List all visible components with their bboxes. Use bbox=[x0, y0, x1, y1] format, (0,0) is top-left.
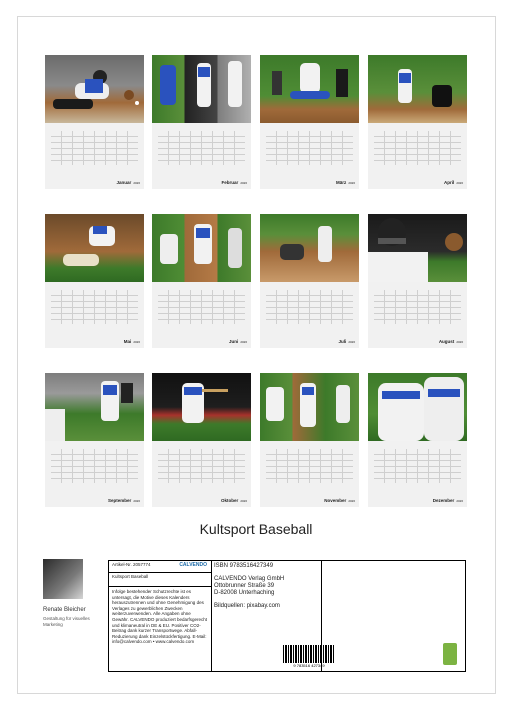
month-label: Oktober 2026 bbox=[221, 498, 247, 503]
month-label: Juli 2026 bbox=[338, 339, 355, 344]
baseball-photo bbox=[260, 373, 359, 441]
calendar-grid bbox=[45, 282, 144, 348]
baseball-photo bbox=[260, 55, 359, 123]
isbn: ISBN 9783516427349 bbox=[214, 563, 274, 569]
barcode bbox=[283, 645, 335, 663]
month-label: November 2026 bbox=[324, 498, 355, 503]
author-name: Renate Bleicher bbox=[43, 607, 86, 613]
month-label: März 2026 bbox=[336, 180, 355, 185]
month-card bbox=[260, 373, 359, 507]
calvendo-logo: CALVENDO bbox=[179, 562, 207, 568]
legal-notice: Infolge bestehender Schutzrechte ist es untersagt, die Motive dieses Kalenders herauszutrennen und ohne Genehmigung des Verlages zu gewerblichen Zwecken weiterzuverwenden. Alle Angaben ohne Gewähr. CALVENDO produziert bedarfsgerecht und klimaneutral in DE & EU. Positiver CO2-Beitrag dank kurzer Transportwege. Abfall-Reduzierung dank Einzelstückfertigung. E-Mail: info@calvendo.com • www.calvendo.com bbox=[112, 589, 207, 645]
calendar-grid bbox=[368, 282, 467, 348]
month-card bbox=[152, 55, 251, 189]
publisher-name: CALVENDO Verlag GmbH bbox=[214, 576, 285, 582]
month-card bbox=[45, 373, 144, 507]
calendar-grid bbox=[368, 441, 467, 507]
barcode-number: 9 783516 427349 bbox=[293, 663, 325, 668]
month-card bbox=[152, 373, 251, 507]
month-card bbox=[45, 214, 144, 348]
month-label: August 2026 bbox=[438, 339, 463, 344]
month-label: September 2026 bbox=[108, 498, 140, 503]
month-card bbox=[152, 214, 251, 348]
month-card bbox=[260, 55, 359, 189]
calendar-grid bbox=[260, 282, 359, 348]
month-label: Januar 2026 bbox=[116, 180, 140, 185]
calendar-grid bbox=[260, 123, 359, 189]
baseball-photo bbox=[152, 55, 251, 123]
baseball-photo bbox=[152, 373, 251, 441]
month-card bbox=[368, 55, 467, 189]
baseball-photo bbox=[45, 373, 144, 441]
calendar-grid bbox=[45, 441, 144, 507]
calendar-grid bbox=[45, 123, 144, 189]
article-number: Artikel-Nr. 2057774 bbox=[112, 562, 151, 567]
month-grid bbox=[45, 55, 467, 507]
imprint-column-left bbox=[109, 561, 212, 671]
author-role: Gestaltung für visuelles Marketing bbox=[43, 616, 90, 627]
month-card bbox=[260, 214, 359, 348]
publisher-street: Ottobrunner Straße 39 bbox=[214, 583, 275, 589]
month-label: April 2026 bbox=[444, 180, 463, 185]
baseball-photo bbox=[45, 55, 144, 123]
calendar-grid bbox=[368, 123, 467, 189]
calendar-grid bbox=[152, 441, 251, 507]
month-card bbox=[45, 55, 144, 189]
author-portrait bbox=[43, 559, 83, 599]
month-card bbox=[368, 373, 467, 507]
baseball-photo bbox=[260, 214, 359, 282]
baseball-photo bbox=[368, 55, 467, 123]
calendar-grid bbox=[152, 282, 251, 348]
calendar-title: Kultsport Baseball bbox=[199, 521, 313, 537]
product-name: Kultsport Baseball bbox=[109, 573, 211, 587]
calendar-grid bbox=[152, 123, 251, 189]
image-sources: Bildquellen: pixabay.com bbox=[214, 603, 280, 609]
month-label: Februar 2026 bbox=[221, 180, 247, 185]
month-card bbox=[368, 214, 467, 348]
calendar-grid bbox=[260, 441, 359, 507]
eco-label-icon bbox=[443, 643, 457, 665]
article-number-row bbox=[109, 561, 211, 573]
month-label: Mai 2026 bbox=[123, 339, 140, 344]
month-label: Juni 2026 bbox=[229, 339, 247, 344]
baseball-photo bbox=[152, 214, 251, 282]
month-label: Dezember 2026 bbox=[432, 498, 463, 503]
baseball-photo bbox=[368, 214, 467, 282]
baseball-photo bbox=[45, 214, 144, 282]
baseball-photo bbox=[368, 373, 467, 441]
publisher-city: D-82008 Unterhaching bbox=[214, 590, 275, 596]
